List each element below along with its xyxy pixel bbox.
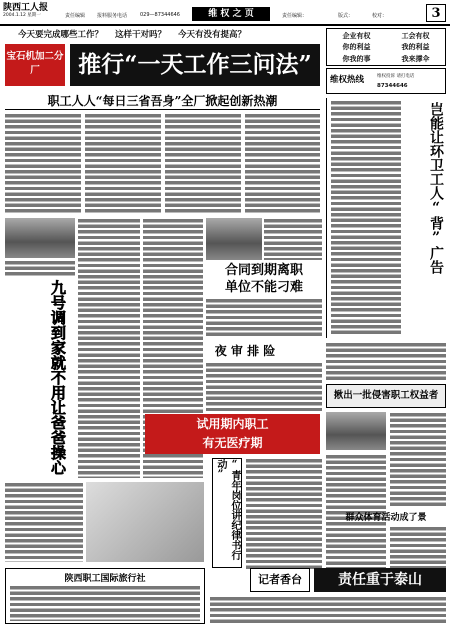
lower-left-col-1 [5, 482, 83, 562]
bottom-banner-right: 责任重于泰山 [314, 568, 446, 592]
paper-name: 陕西工人报 [3, 3, 49, 13]
duty-editor: 责任编辑： [282, 13, 308, 19]
mid-story-3-title: 试用期内职工 [196, 417, 269, 431]
mid-story-4-body [246, 458, 322, 570]
issue-date: 2004.1.12 星期一 [3, 13, 41, 18]
lower-illustration [86, 482, 204, 562]
phone-label: 报料服务电话 [97, 13, 128, 19]
right-lower-text-2 [390, 526, 446, 572]
side-story-body-1 [331, 100, 401, 336]
travel-ad-body [10, 585, 200, 621]
right-story-title: 揪出一批侵害职工权益者 [333, 390, 439, 401]
right-photo [326, 412, 386, 450]
hotline-sub: 维权投诉 请打电话 [377, 74, 415, 79]
masthead [0, 0, 450, 26]
lead-subhead: 职工人人“每日三省吾身”全厂掀起创新热潮 [5, 92, 320, 110]
bottom-banner-body [210, 596, 446, 624]
lead-body-col-3 [165, 113, 241, 213]
mid-story-3-sub: 有无医疗期 [202, 436, 263, 450]
left-story-col-1 [78, 218, 140, 478]
mid-story-1-body [206, 298, 322, 338]
side-story [326, 98, 446, 338]
mid-story-1-title: 合同到期离职 [224, 263, 303, 278]
question-1: 今天要完成哪些工作？ [18, 30, 104, 40]
section-title: 维 权 之 页 [192, 7, 270, 21]
mid-story-2-headline: 夜 审 排 险 [214, 344, 276, 358]
slogan-2: 工会有权 [401, 32, 430, 40]
slogan-6: 我来撑伞 [401, 54, 430, 63]
slogan-box [326, 28, 446, 66]
lead-kicker-text: 宝石机加二分厂 [6, 51, 64, 76]
question-2: 这样干对吗？ [115, 30, 167, 40]
side-story-headline: 岂能让环卫工人“背”广告 [428, 102, 444, 274]
lead-headline: 推行“一天工作三问法” [70, 44, 320, 86]
lead-body-col-4 [245, 113, 320, 213]
hotline-box [326, 68, 446, 94]
hotline-number: 87344646 [377, 83, 408, 89]
vertical-headline: 九号调到家就不用让爸爸操心 [49, 280, 67, 475]
mid-story-4-headline: “青年岗位讲纪律书行动” [212, 458, 242, 568]
proofreader: 校对： [372, 13, 388, 19]
mid-story-1-headline [206, 262, 322, 296]
slogan-4: 我的利益 [401, 43, 430, 52]
left-photo [5, 218, 75, 258]
mid-story-3-headline [145, 414, 320, 454]
right-story-body [390, 412, 446, 508]
slogan-1: 企业有权 [342, 32, 371, 40]
right-story-headline [326, 384, 446, 408]
slogan-5: 你我的事 [342, 54, 371, 63]
right-mid-text [326, 342, 446, 382]
top-questions [18, 28, 318, 42]
lead-body-col-2 [85, 113, 161, 213]
mid-text-1 [264, 218, 322, 260]
page-number: 3 [426, 4, 446, 22]
lead-kicker [5, 44, 65, 86]
travel-ad [5, 568, 205, 624]
lead-body-col-1 [5, 113, 81, 213]
designer: 版式： [338, 13, 354, 19]
left-caption [5, 260, 75, 276]
question-3: 今天有没有提高？ [178, 30, 247, 40]
travel-ad-title: 陕西职工国际旅行社 [64, 574, 146, 584]
mid-story-1-sub: 单位不能刁难 [224, 280, 303, 295]
editor-label: 责任编辑 [65, 13, 86, 19]
mid-story-2-body [206, 362, 322, 412]
slogan-3: 你的利益 [342, 43, 371, 52]
hotline-title: 维权热线 [330, 75, 365, 85]
bottom-banner-left: 记者香台 [250, 568, 310, 592]
mid-story-5-headline: 群众体育活动成了景 [345, 513, 427, 523]
mid-photo-1 [206, 218, 262, 260]
phone-number: 029—87344646 [140, 12, 180, 18]
